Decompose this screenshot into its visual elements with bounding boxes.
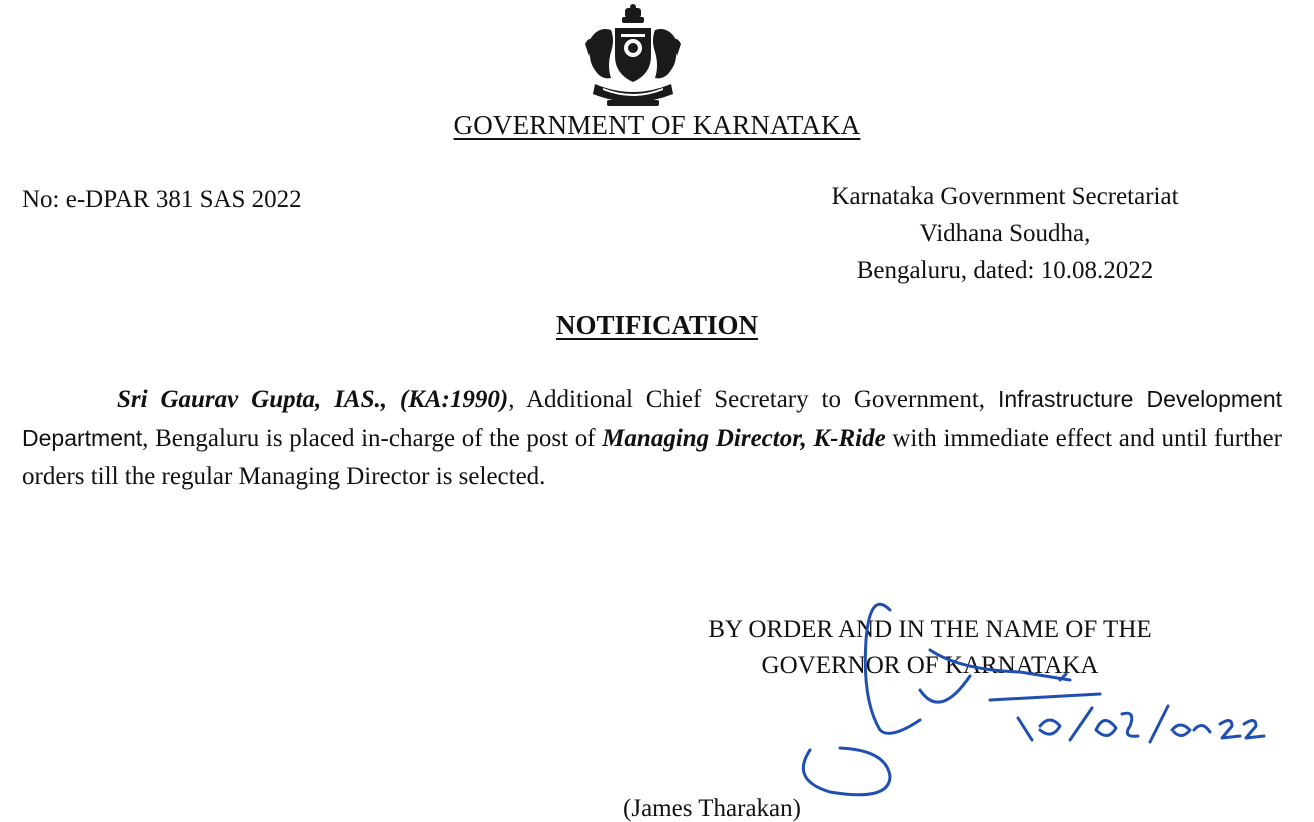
government-heading-text: GOVERNMENT OF KARNATAKA (453, 110, 861, 140)
reference-number: No: e-DPAR 381 SAS 2022 (22, 186, 302, 213)
notification-body (22, 380, 1282, 496)
handwritten-signature (770, 580, 1290, 800)
body-text-part1: , Additional Chief Secretary to Government, (508, 386, 998, 413)
notification-title-text: NOTIFICATION (555, 310, 759, 340)
order-line-1: BY ORDER AND IN THE NAME OF THE (708, 616, 1152, 643)
order-line-2: GOVERNOR OF KARNATAKA (761, 652, 1099, 679)
post-name: Managing Director, K-Ride (602, 425, 886, 452)
office-address (720, 178, 1290, 289)
government-heading (0, 110, 1314, 141)
karnataka-emblem-icon (581, 4, 685, 112)
address-line-building: Vidhana Soudha, (919, 220, 1091, 247)
officer-name: Sri Gaurav Gupta, IAS., (KA:1990) (117, 386, 509, 413)
signatory-name: (James Tharakan) (623, 795, 801, 822)
department-name: Infrastructure Development Department (22, 386, 1282, 451)
notification-title (0, 310, 1314, 341)
address-line-date: Bengaluru, dated: 10.08.2022 (856, 257, 1154, 284)
body-text-part3: with immediate effect and until further orders till the regular Managing Director is selected. (22, 425, 1282, 490)
body-text-part2: , Bengaluru is placed in-charge of the post of (142, 425, 603, 452)
address-line-secretariat: Karnataka Government Secretariat (831, 183, 1179, 210)
